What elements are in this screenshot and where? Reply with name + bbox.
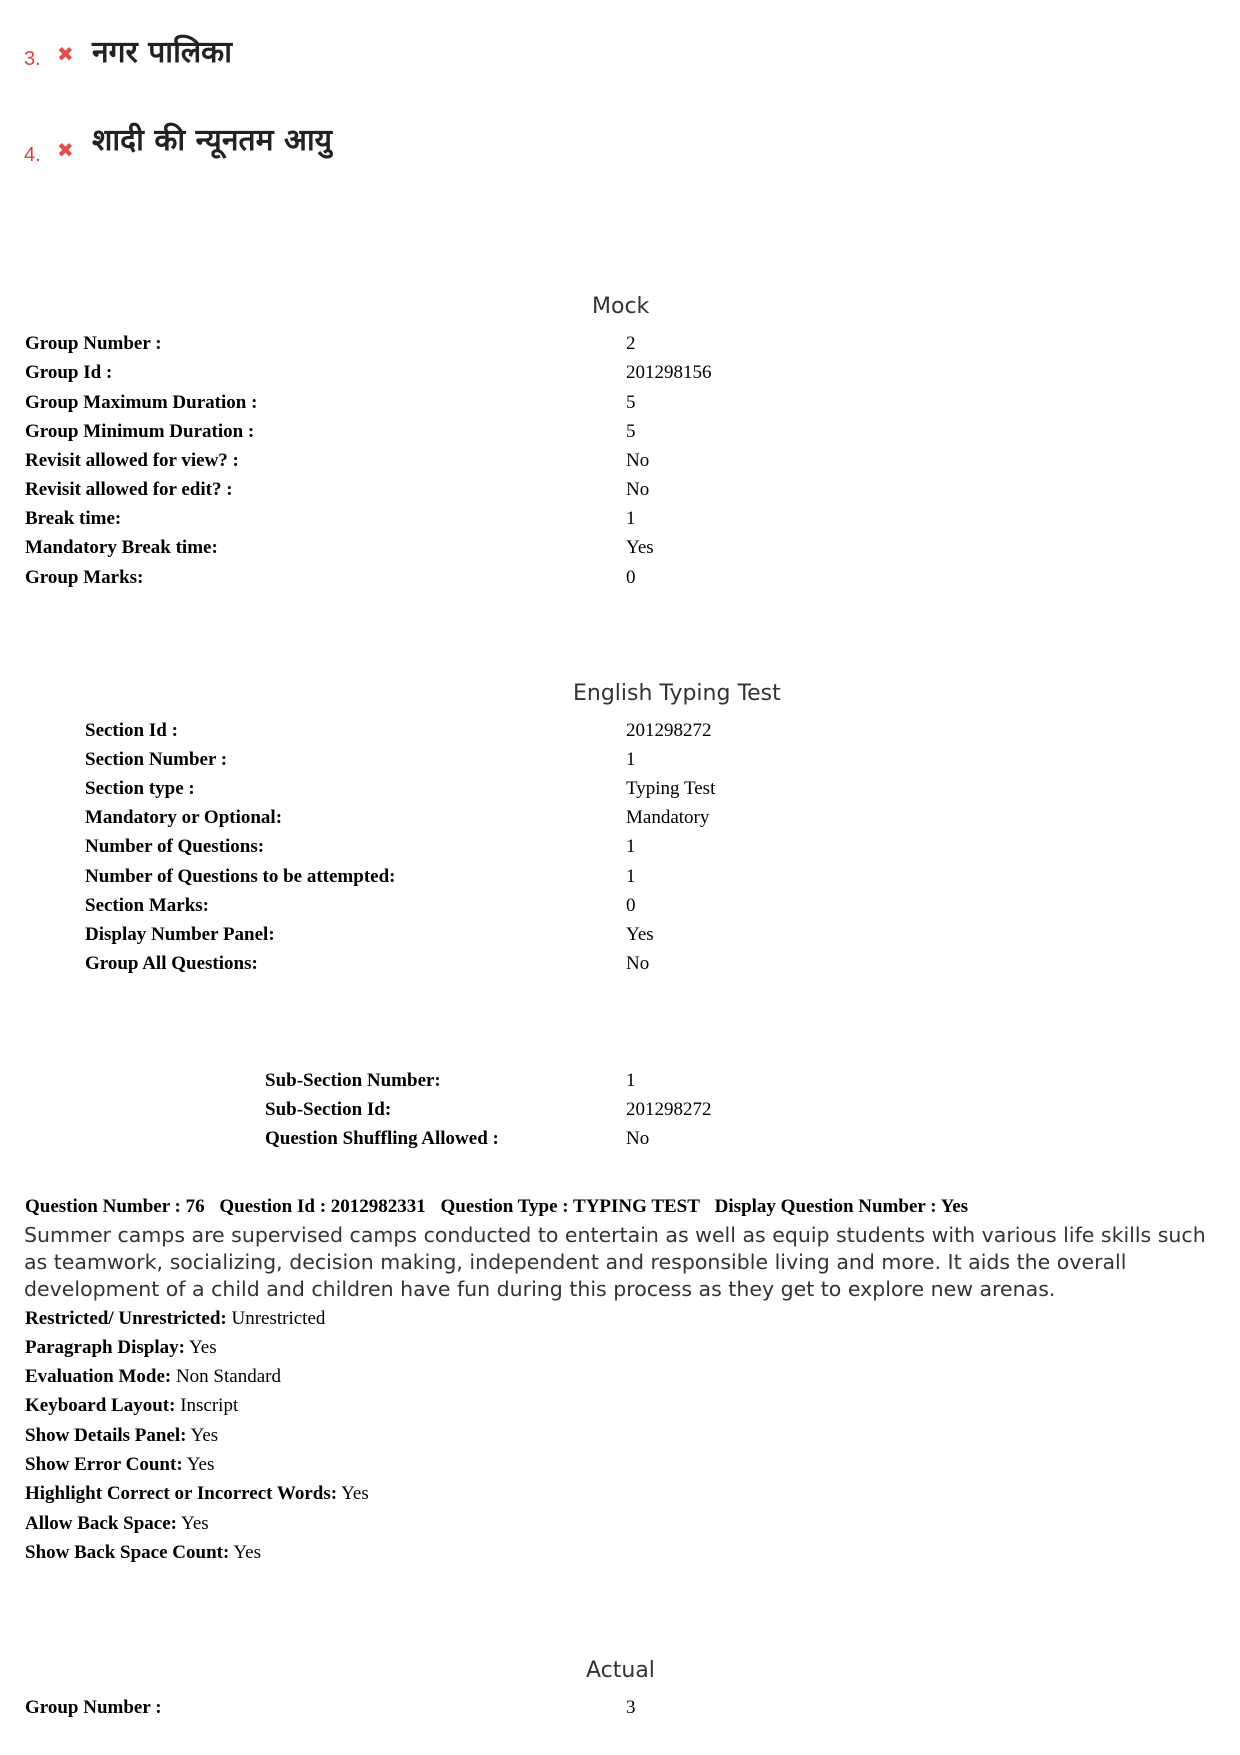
table-row: Group Maximum Duration : 5 — [25, 392, 636, 413]
detail-row: Show Details Panel: Yes — [25, 1425, 219, 1446]
wrong-cross-icon: ✖ — [57, 138, 74, 162]
display-question-number: Display Question Number : Yes — [714, 1196, 969, 1217]
option-number: 4. — [24, 144, 41, 166]
question-header — [25, 1196, 978, 1218]
table-row: Revisit allowed for edit? : No — [25, 479, 650, 500]
detail-row: Paragraph Display: Yes — [25, 1337, 217, 1358]
table-row: Mandatory or Optional: Mandatory — [85, 807, 710, 828]
detail-row: Show Back Space Count: Yes — [25, 1542, 261, 1563]
actual-title: Actual — [586, 1658, 655, 1683]
table-row: Number of Questions: 1 — [85, 836, 636, 857]
option-text: नगर पालिका — [92, 35, 232, 70]
table-row: Section Number : 1 — [85, 749, 636, 770]
option-text: शादी की न्यूनतम आयु — [92, 123, 333, 158]
table-row: Group All Questions: No — [85, 953, 650, 974]
section-title: English Typing Test — [573, 681, 781, 706]
table-row: Display Number Panel: Yes — [85, 924, 654, 945]
typing-paragraph: Summer camps are supervised camps conducted to entertain as well as equip students with various life skills such as teamwork, socializing, decision making, independent and responsible living and more. It aids the overall development of a child and children have fun during this process as they get to explore new arenas. — [24, 1223, 1206, 1301]
question-number: Question Number : 76 — [25, 1196, 205, 1217]
detail-row: Restricted/ Unrestricted: Unrestricted — [25, 1308, 326, 1329]
question-id: Question Id : 2012982331 — [219, 1196, 426, 1217]
table-row: Question Shuffling Allowed : No — [265, 1128, 650, 1149]
mock-title: Mock — [592, 294, 650, 319]
table-row: Sub-Section Number: 1 — [265, 1070, 636, 1091]
table-row: Mandatory Break time: Yes — [25, 537, 654, 558]
table-row: Section type : Typing Test — [85, 778, 716, 799]
table-row: Revisit allowed for view? : No — [25, 450, 650, 471]
table-row: Break time: 1 — [25, 508, 636, 529]
table-row: Sub-Section Id: 201298272 — [265, 1099, 712, 1120]
table-row: Group Minimum Duration : 5 — [25, 421, 636, 442]
table-row: Number of Questions to be attempted: 1 — [85, 866, 636, 887]
detail-row: Keyboard Layout: Inscript — [25, 1395, 239, 1416]
detail-row: Allow Back Space: Yes — [25, 1513, 209, 1534]
table-row: Section Id : 201298272 — [85, 720, 712, 741]
wrong-cross-icon: ✖ — [57, 42, 74, 66]
option-number: 3. — [24, 48, 41, 70]
table-row: Section Marks: 0 — [85, 895, 636, 916]
table-row: Group Number : 2 — [25, 333, 636, 354]
detail-row: Evaluation Mode: Non Standard — [25, 1366, 281, 1387]
detail-row: Show Error Count: Yes — [25, 1454, 215, 1475]
table-row: Group Number : 3 — [25, 1697, 636, 1718]
question-type: Question Type : TYPING TEST — [440, 1196, 700, 1217]
detail-row: Highlight Correct or Incorrect Words: Yes — [25, 1483, 369, 1504]
table-row: Group Marks: 0 — [25, 567, 636, 588]
table-row: Group Id : 201298156 — [25, 362, 712, 383]
